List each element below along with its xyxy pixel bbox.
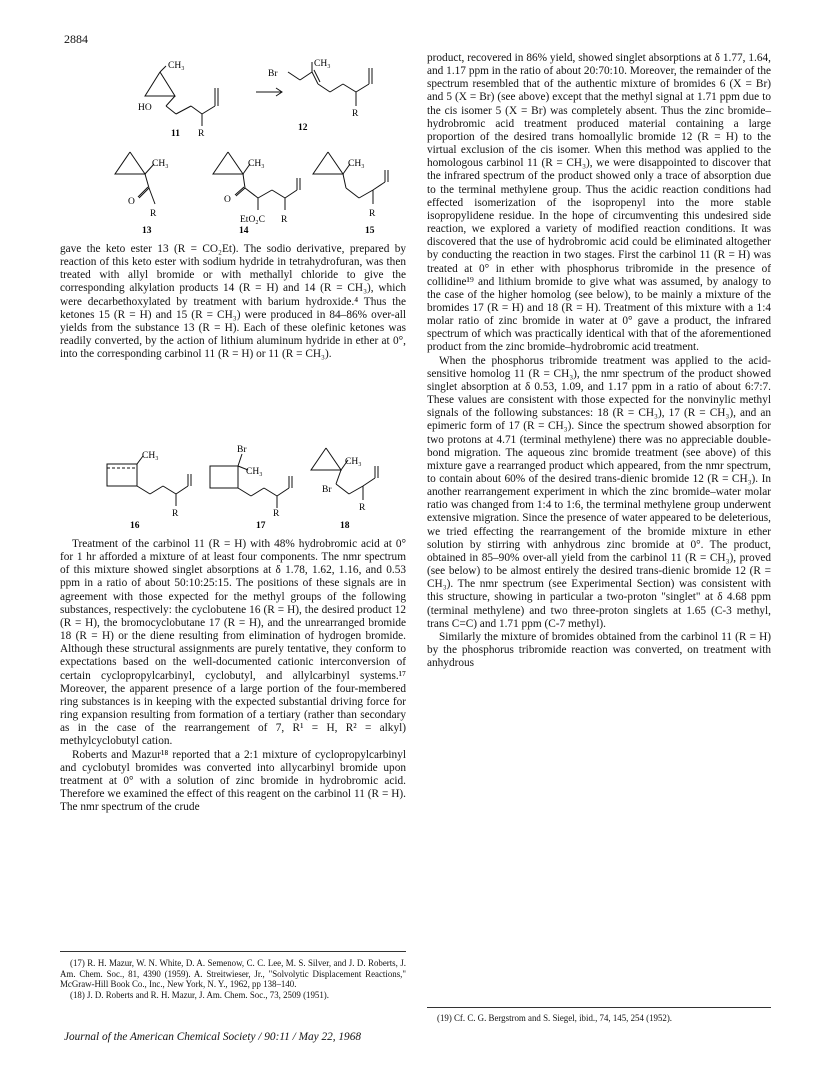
left-para-c: Roberts and Mazur¹⁸ reported that a 2:1 mixture of cyclopropylcarbinyl and cyclobutyl bromides was converted into allycarbinyl bromide upon treatment at 0° with a solution of zinc bromide in hydrobromic acid. Therefore we examined the effect of this reagent on the carbinol 11 (R = H). The nmr spectrum of the crude: [60, 748, 406, 814]
footnote-18: (18) J. D. Roberts and R. H. Mazur, J. Am. Chem. Soc., 73, 2509 (1951).: [70, 989, 329, 1000]
s14-o: O: [224, 195, 231, 205]
page-number: 2884: [64, 32, 88, 46]
structures-row-2: [60, 142, 406, 238]
footnote-19: (19) Cf. C. G. Bergstrom and S. Siegel, ibid., 74, 145, 254 (1952).: [437, 1013, 673, 1023]
s17-r: R: [273, 509, 280, 519]
s12-ch3: CH₃: [314, 59, 331, 69]
s14-r: R: [281, 215, 288, 225]
s15-number: 15: [365, 226, 375, 236]
s11-number: 11: [171, 129, 180, 139]
s13-r: R: [150, 209, 157, 219]
s18-number: 18: [340, 521, 350, 531]
s12-br: Br: [268, 69, 278, 79]
journal-line: Journal of the American Chemical Society / 90:11 / May 22, 1968: [64, 1031, 362, 1043]
s17-br: Br: [237, 445, 247, 455]
left-footnotes: [60, 958, 406, 1000]
left-para-a: gave the keto ester 13 (R = CO₂Et). The sodio derivative, prepared by reaction of this keto ester with sodium hydride in tetrahydrofuran, was then treated with allyl bromide or with methallyl chloride to give the corresponding alkylation products 14 (R = H) and 14 (R = CH₃), which were decarbethoxylated by treatment with barium hydroxide.⁴ Thus the ketones 15 (R = H) and 15 (R = CH₃) were produced in 84–86% over-all yields from the substance 13 (R = H). Each of these olefinic ketones was readily converted, by the action of lithium aluminum hydride in ether at 0°, into the corresponding carbinol 11 (R = H) or 11 (R = CH₃).: [60, 243, 406, 361]
right-para-c: Similarly the mixture of bromides obtained from the carbinol 11 (R = H) by the phosphorus tribromide reaction was converted, on treatment with anhydrous: [427, 630, 771, 670]
left-column-top: [60, 243, 406, 361]
right-para-a: product, recovered in 86% yield, showed singlet absorptions at δ 1.77, 1.64, and 1.17 ppm in the ratio of about 20:70:10. Moreover, the remainder of the spectrum resembled that of the authentic mixture of bromides 6 (X = Br) and 5 (X = Br) (see above) except that the methyl signal at 1.71 ppm due to the cis isomer 5 (X = Br) was completely absent. Thus the zinc bromide–hydrobromic acid treatment produced material containing a large proportion of the desired trans homoallylic bromide 12 (R = H) to the virtual exclusion of the cis isomer. When this method was applied to the homologous carbinol 11 (R = CH₃), we were disappointed to discover that the infrared spectrum of the product showed only a trace of absorption due to the terminal methylene group. Thus the acidic reaction conditions had effected isomerization of the isopropenyl into the more stable isopropylidene residue. In the hope of circumventing this undesired side reaction, we explored a variety of modified reaction conditions. It was discovered that the use of hydrobromic acid could be eliminated altogether by conducting the reaction in two stages. First the carbinol 11 (R = H) was treated at 0° in ether with phosphorus tribromide in the presence of collidine¹⁹ and lithium bromide to give what was assumed, by analogy to the case of the higher homolog (see below), to be mainly a mixture of the bromides 17 (R = H) and 18 (R = H). Treatment of this mixture with a 1:4 molar ratio of zinc bromide in water at 0° gave a product, the infrared spectrum of which was practically identical with that of the aforementioned product from the zinc bromide–hydrobromic acid treatment.: [427, 52, 771, 354]
s17-ch3: CH₃: [246, 467, 263, 477]
s11-ch3: CH₃: [168, 61, 185, 71]
s13-number: 13: [142, 226, 152, 236]
right-footnotes: [427, 1013, 771, 1024]
right-para-b: When the phosphorus tribromide treatment was applied to the acid-sensitive homolog 11 (R = CH₃), the nmr spectrum of the product showed singlet absorption at δ 0.53, 1.09, and 1.17 ppm in a ratio of about 6:7:7. These values are consistent with those expected for the nonvinylic methyl signals of the following substances: 18 (R = CH₃), 17 (R = CH₃), and an epimeric form of 17 (R = CH₃). Since the spectrum showed absorption for two protons at 4.71 (terminal methylene) there was no appreciable double-bond migration. The aqueous zinc bromide treatment (see above) of this mixture gave a rearranged product which appeared, from the nmr spectrum, to contain about 60% of the desired trans-dienic bromide 12 (R = CH₃). In another rearrangement experiment in which the zinc bromide–water molar ratio was changed from 1:4 to 1:6, the terminal methylene group underwent extensive migration. Since the presence of water appeared to be deleterious, we tried effecting the rearrangement of the bromide mixture in ether solution by stirring with anhydrous zinc bromide at 0°. The product, obtained in 85–90% over-all yield from the carbinol 11 (R = CH₃), proved (see below) to be almost entirely the desired trans-dienic bromide 12 (R = CH₃). The nmr spectrum (see Experimental Section) was consistent with this structure, showing in particular a two-proton "singlet" at δ 4.68 ppm (terminal methylene) and two three-proton singlets at 1.65 (C-3 methyl, trans C=C) and 1.71 ppm (C-7 methyl).: [427, 354, 771, 630]
s15-ch3: CH₃: [348, 159, 365, 169]
s13-o: O: [128, 197, 135, 207]
s16-r: R: [172, 509, 179, 519]
s14-eto2c: EtO₂C: [240, 215, 265, 225]
s17-number: 17: [256, 521, 266, 531]
footnote-rule-left: [60, 951, 406, 952]
s11-ho: HO: [138, 103, 152, 113]
s18-br: Br: [322, 485, 332, 495]
s14-ch3: CH₃: [248, 159, 265, 169]
footnote-17: (17) R. H. Mazur, W. N. White, D. A. Semenow, C. C. Lee, M. S. Silver, and J. D. Roberts, J. Am. Chem. Soc., 81, 4390 (1959). A. Streitwieser, Jr., "Solvolytic Displacement Reactions," McGraw-Hill Book Co., Inc., New York, N. Y., 1962, pp 138–140.: [60, 958, 406, 990]
s12-r: R: [352, 109, 359, 119]
structure-numbers-row-1: [60, 120, 406, 140]
left-para-b: Treatment of the carbinol 11 (R = H) with 48% hydrobromic acid at 0° for 1 hr afforded a mixture of at least four components. The nmr spectrum of this mixture showed singlet absorptions at δ 1.78, 1.62, 1.16, and 0.53 ppm in a ratio of about 50:10:25:15. The positions of these signals are in agreement with those expected for the methyl groups of the following substances, respectively: the cyclobutene 16 (R = H), the desired product 12 (R = H), the bromocyclobutane 17 (R = H), and the unrearranged bromide 18 (R = H) or the diene resulting from elimination of hydrogen bromide. Although these structural assignments are purely tentative, they conform to expectations based on the well-documented cationic interconversion of certain cyclopropylcarbinyl, cyclobutyl, and allylcarbinyl systems.¹⁷ Moreover, the apparent presence of a large portion of the four-membered ring substances is in keeping with the expected substantial driving force for ring expansion resulting from formation of a tertiary (rather than secondary as in the case of the rearrangement of 7, R¹ = H, R² = alkyl) methylcyclobutyl cation.: [60, 538, 406, 748]
s16-ch3: CH₃: [142, 451, 159, 461]
s14-number: 14: [239, 226, 249, 236]
s18-r: R: [359, 503, 366, 513]
right-column: [427, 52, 771, 670]
footnote-rule-right: [427, 1007, 771, 1008]
s11-r: R: [198, 129, 205, 139]
s13-ch3: CH₃: [152, 159, 169, 169]
s18-ch3: CH₃: [345, 457, 362, 467]
structures-row-3: [60, 440, 406, 532]
s16-number: 16: [130, 521, 140, 531]
s15-r: R: [369, 209, 376, 219]
left-column-bottom: [60, 538, 406, 814]
s12-number: 12: [298, 123, 308, 133]
